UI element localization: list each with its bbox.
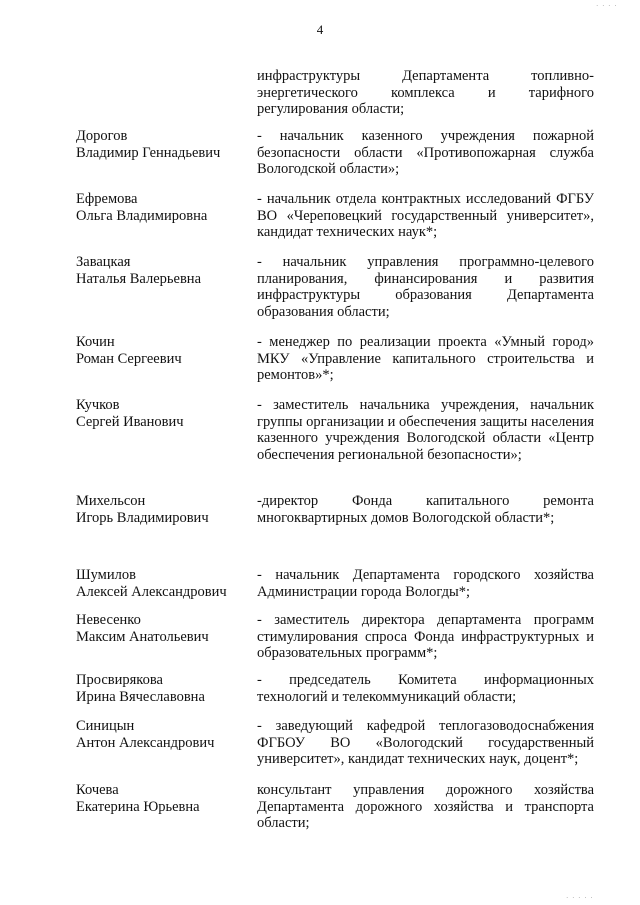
member-surname: Ефремова — [76, 191, 138, 207]
member-given-names: Наталья Валерьевна — [76, 270, 201, 287]
scan-mark-top: · · · · — [596, 2, 618, 10]
member-surname: Кочева — [76, 782, 119, 798]
page-number: 4 — [316, 22, 324, 37]
member-surname: Шумилов — [76, 567, 136, 583]
member-name — [76, 128, 246, 161]
member-name — [76, 672, 246, 705]
member-name — [76, 334, 246, 367]
member-surname: Синицын — [76, 718, 135, 734]
member-surname: Завацкая — [76, 254, 131, 270]
member-role: - заместитель директора департамента программ стимулирования спроса Фонда инфраструктурных и образовательных программ*; — [257, 612, 594, 661]
member-role: - начальник управления программно-целевого планирования, финансирования и развития инфраструктуры образования Департамента образования области; — [257, 254, 594, 320]
member-surname: Кочин — [76, 334, 115, 350]
member-surname: Михельсон — [76, 493, 146, 509]
member-name — [76, 718, 246, 751]
intro-continuation-text: инфраструктуры Департамента топливно-энергетического комплекса и тарифного регулирования области; — [257, 68, 594, 117]
member-given-names: Роман Сергеевич — [76, 350, 182, 367]
member-name — [76, 397, 246, 430]
member-given-names: Алексей Александрович — [76, 583, 227, 600]
scan-mark-bottom: · · · · · — [566, 894, 594, 902]
member-role: консультант управления дорожного хозяйства Департамента дорожного хозяйства и транспорта области; — [257, 782, 594, 831]
member-surname: Невесенко — [76, 612, 141, 628]
member-given-names: Антон Александрович — [76, 734, 215, 751]
member-given-names: Ольга Владимировна — [76, 207, 208, 224]
member-name — [76, 493, 246, 526]
member-role: - начальник отдела контрактных исследований ФГБУ ВО «Череповецкий государственный университет», кандидат технических наук*; — [257, 191, 594, 240]
member-role: - начальник Департамента городского хозяйства Администрации города Вологды*; — [257, 567, 594, 600]
member-name — [76, 782, 246, 815]
member-given-names: Максим Анатольевич — [76, 628, 209, 645]
member-name — [76, 254, 246, 287]
member-role: - заведующий кафедрой теплогазоводоснабжения ФГБОУ ВО «Вологодский государственный университет», кандидат технических наук, доцент*; — [257, 718, 594, 767]
member-given-names: Владимир Геннадьевич — [76, 144, 221, 161]
member-given-names: Игорь Владимирович — [76, 509, 209, 526]
member-role: - председатель Комитета информационных технологий и телекоммуникаций области; — [257, 672, 594, 705]
member-role: -директор Фонда капитального ремонта многоквартирных домов Вологодской области*; — [257, 493, 594, 526]
member-role: - начальник казенного учреждения пожарной безопасности области «Противопожарная служба Вологодской области»; — [257, 128, 594, 177]
member-given-names: Екатерина Юрьевна — [76, 798, 200, 815]
member-surname: Кучков — [76, 397, 120, 413]
member-role: - менеджер по реализации проекта «Умный город» МКУ «Управление капитального строительства и ремонтов»*; — [257, 334, 594, 383]
member-surname: Просвирякова — [76, 672, 163, 688]
member-name — [76, 612, 246, 645]
member-surname: Дорогов — [76, 128, 128, 144]
member-name — [76, 191, 246, 224]
member-role: - заместитель начальника учреждения, начальник группы организации и обеспечения защиты населения казенного учреждения Вологодской области «Центр обеспечения региональной безопасности»; — [257, 397, 594, 463]
member-given-names: Сергей Иванович — [76, 413, 184, 430]
member-name — [76, 567, 246, 600]
member-given-names: Ирина Вячеславовна — [76, 688, 205, 705]
